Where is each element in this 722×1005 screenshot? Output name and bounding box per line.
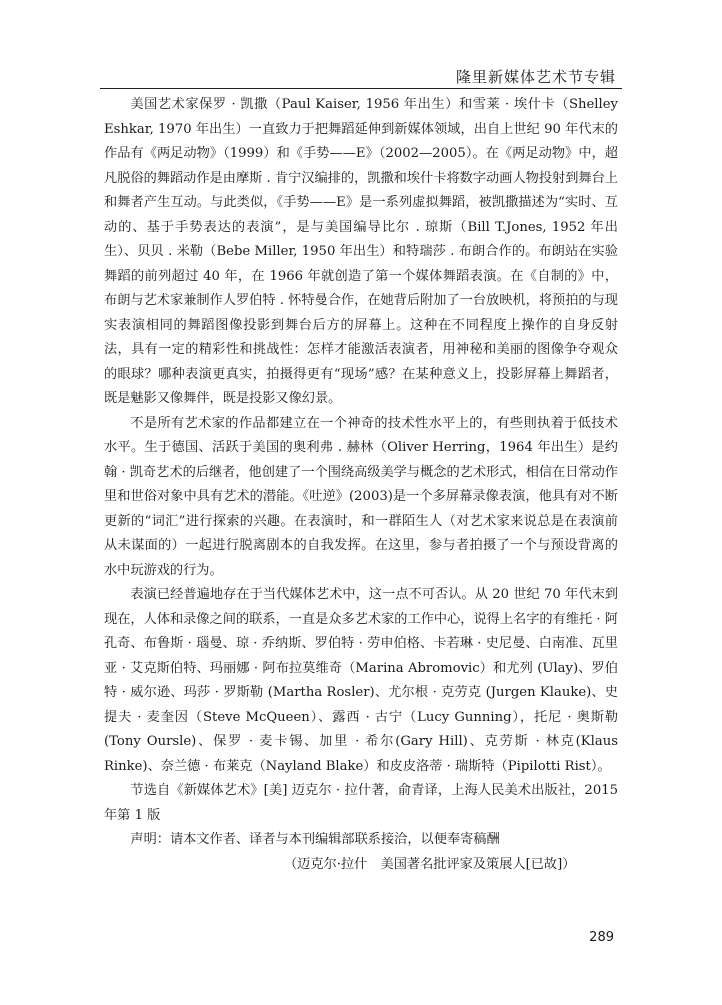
paragraph: 不是所有艺术家的作品都建立在一个神奇的技术性水平上的，有些則执着于低技术水平。生于德国、活跃于美国的奥利弗 . 赫林（Oliver Herring，1964 年出生）是约翰 · 凯奇艺术的后继者，他创建了一个围绕高级美学与概念的艺术形式，相信在日常动作里和世俗对象中具有艺术的潜能。《吐逆》(2003)是一个多屏幕录像表演，他具有对不断更新的“词汇”进行探索的兴趣。在表演时，和一群陌生人（对艺术家来说总是在表演前从未谋面的）一起进行脱离剧本的自我发挥。在这里，参与者拍摄了一个与预设背离的水中玩游戏的行为。: [104, 415, 618, 578]
paragraph: 表演已经普遍地存在于当代媒体艺术中，这一点不可否认。从 20 世纪 70 年代末到现在，人体和录像之间的联系，一直是众多艺术家的工作中心，说得上名字的有维托 · 阿孔奇、布鲁斯 · 瑙曼、琼 · 乔纳斯、罗伯特 · 劳申伯格、卡若琳 · 史尼曼、白南准、瓦里亚 · 艾克斯伯特、玛丽娜 · 阿布拉莫维奇（Marina Abromovic）和尤列 (Ulay)、罗伯特 · 威尔逊、玛莎 · 罗斯勒 (Martha Rosler)、尤尔根 · 克劳克 (Jurgen Klauke)、史提夫 · 麦奎因（Steve McQueen）、露西 · 古宁（Lucy Gunning），托尼 · 奥斯勒(Tony Oursle)、保罗 · 麦卡锡、加里 · 希尔(Gary Hill)、克劳斯 · 林克(Klaus Rinke)、奈兰德 · 布莱克（Nayland Blake）和皮皮洛蒂 · 瑞斯特（Pipilotti Rist）。: [104, 587, 618, 774]
author-note: （迈克尔·拉什 美国著名批评家及策展人[已故]）: [284, 856, 576, 872]
running-header-title: 隆里新媒体艺术节专辑: [455, 68, 616, 86]
source-citation: 节选自《新媒体艺术》[美] 迈克尔 · 拉什著，俞青译，上海人民美术出版社，2015 年第 1 版: [104, 783, 618, 823]
page-number: 289: [589, 930, 614, 945]
article-body: [104, 93, 618, 877]
header-rule: [100, 88, 622, 89]
disclaimer: 声明：请本文作者、译者与本刊编辑部联系接洽，以便奉寄稿酬: [130, 832, 500, 847]
paragraph: 美国艺术家保罗 · 凯撒（Paul Kaiser, 1956 年出生）和雪莱 · 埃什卡（Shelley Eshkar, 1970 年出生）一直致力于把舞蹈延伸到新媒体领域，出自上世纪 90 年代末的作品有《两足动物》（1999）和《手势——E》（2002—2005）。在《两足动物》中，超凡脱俗的舞蹈动作是由摩斯 . 肯宁汉编排的，凯撒和埃什卡将数字动画人物投射到舞台上和舞者产生互动。与此类似，《手势——E》是一系列虚拟舞蹈，被凯撒描述为“实时、互动的、基于手势表达的表演”，是与美国编导比尔 . 琼斯（Bill T.Jones, 1952 年出生）、贝贝 . 米勒（Bebe Miller, 1950 年出生）和特瑞莎 . 布朗合作的。布朗站在实验舞蹈的前列超过 40 年，在 1966 年就创造了第一个媒体舞蹈表演。在《自制的》中，布朗与艺术家兼制作人罗伯特 . 怀特曼合作，在她背后附加了一台放映机，将预拍的与现实表演相同的舞蹈图像投影到舞台后方的屏幕上。这种在不同程度上操作的自身反射法，具有一定的精彩性和挑战性：怎样才能激活表演者，用神秘和美丽的图像争夺观众的眼球？哪种表演更真实，拍摄得更有“现场”感？在某种意义上，投影屏幕上舞蹈者，既是魅影又像舞伴，既是投影又像幻景。: [104, 97, 618, 406]
